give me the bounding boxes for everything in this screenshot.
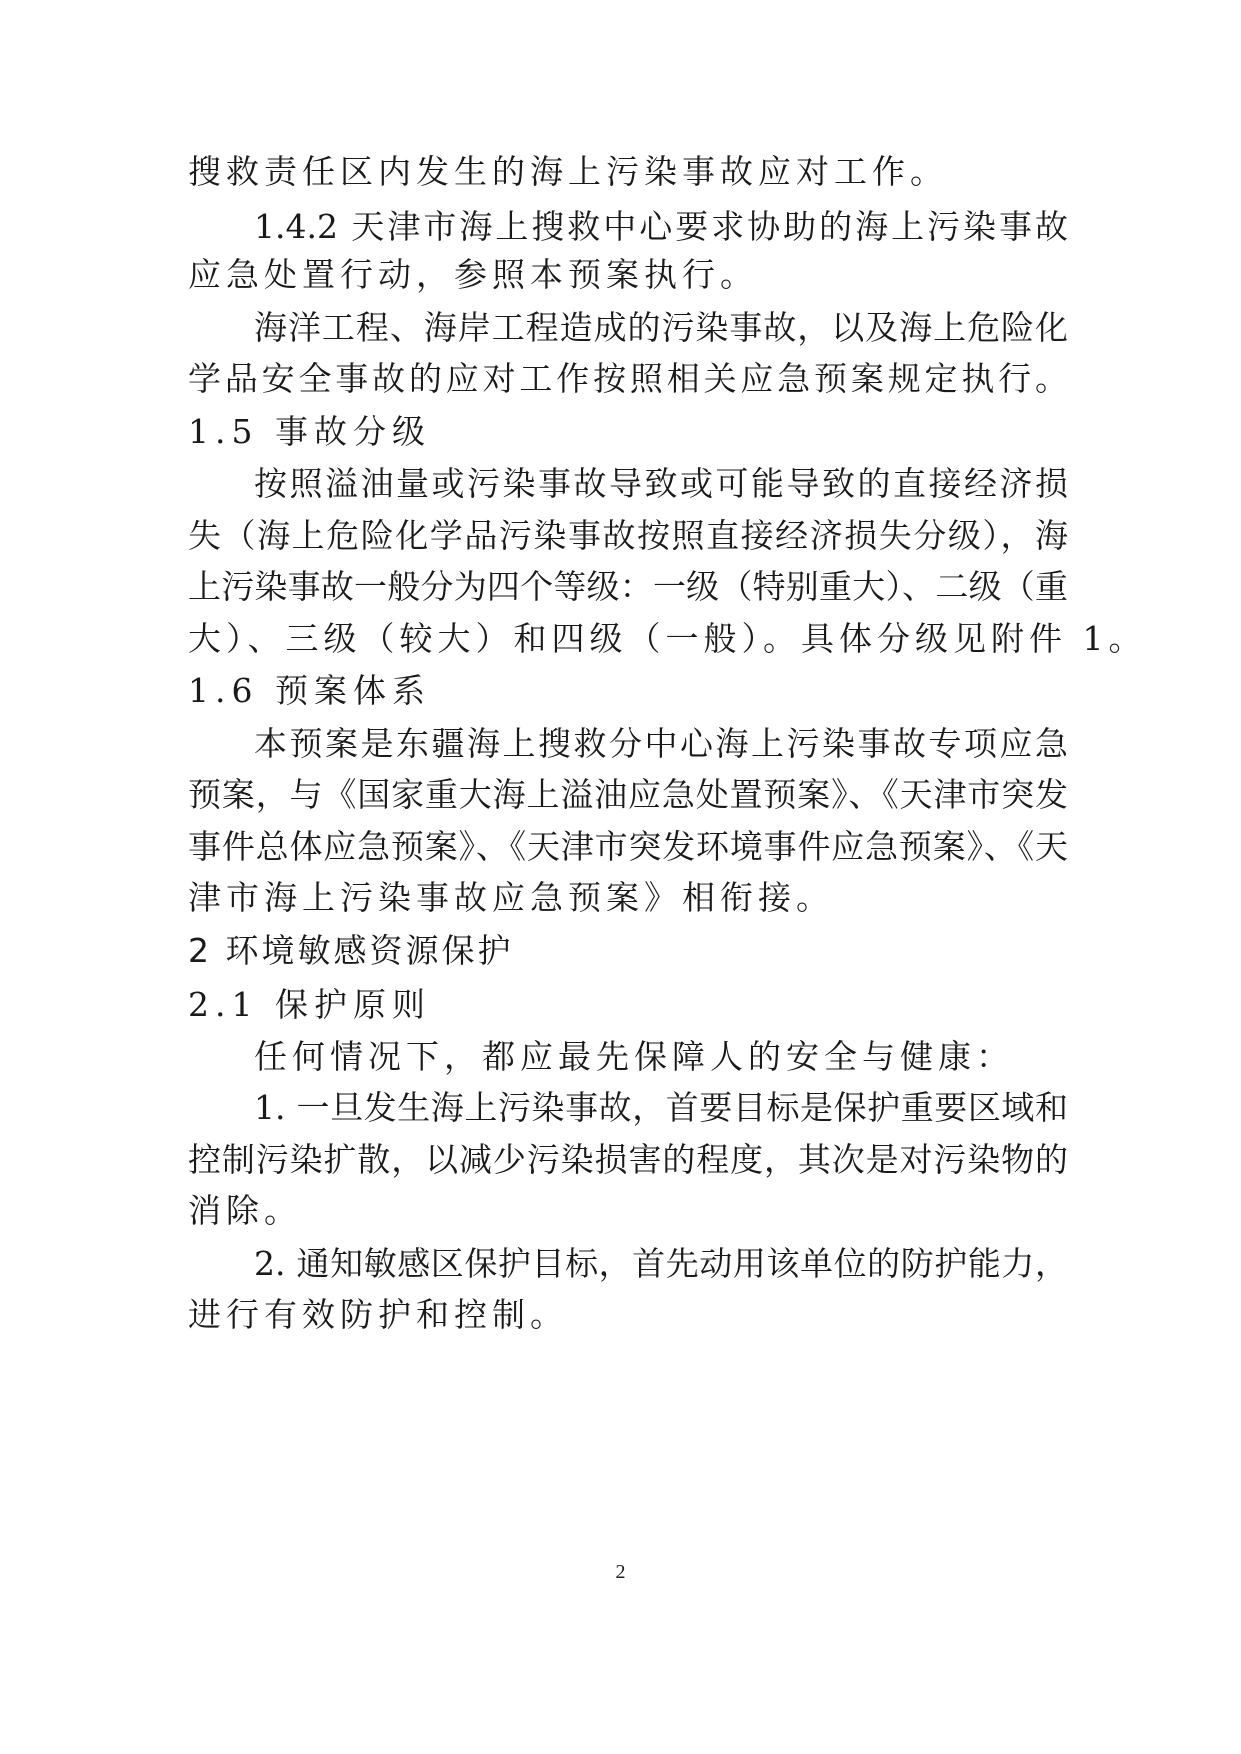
paragraph-line: 事件总体应急预案》、《天津市突发环境事件应急预案》、《天 bbox=[188, 827, 1068, 866]
paragraph-line: 预案，与《国家重大海上溢油应急处置预案》、《天津市突发 bbox=[188, 775, 1068, 814]
paragraph-line: 搜救责任区内发生的海上污染事故应对工作。 bbox=[188, 152, 948, 191]
paragraph-line: 应急处置行动，参照本预案执行。 bbox=[188, 255, 758, 294]
paragraph-line: 消除。 bbox=[188, 1191, 302, 1230]
paragraph-line: 学品安全事故的应对工作按照相关应急预案规定执行。 bbox=[188, 359, 1068, 398]
paragraph-line: 本预案是东疆海上搜救分中心海上污染事故专项应急 bbox=[254, 724, 1068, 763]
paragraph-line: 失（海上危险化学品污染事故按照直接经济损失分级），海 bbox=[188, 516, 1068, 555]
paragraph-line: 进行有效防护和控制。 bbox=[188, 1295, 568, 1334]
chapter-heading-2: 2 环境敏感资源保护 bbox=[188, 931, 514, 970]
section-heading-2-1: 2.1 保护原则 bbox=[188, 985, 431, 1024]
list-item-1-line: 1. 一旦发生海上污染事故，首要目标是保护重要区域和 bbox=[254, 1088, 1068, 1127]
clause-1-4-2-line: 1.4.2 天津市海上搜救中心要求协助的海上污染事故 bbox=[254, 207, 1068, 246]
paragraph-line: 津市海上污染事故应急预案》相衔接。 bbox=[188, 878, 834, 917]
paragraph-line: 按照溢油量或污染事故导致或可能导致的直接经济损 bbox=[254, 464, 1068, 503]
paragraph-line: 上污染事故一般分为四个等级：一级（特别重大）、二级（重 bbox=[188, 567, 1068, 606]
paragraph-line: 控制污染扩散，以减少污染损害的程度，其次是对污染物的 bbox=[188, 1140, 1068, 1179]
page-number: 2 bbox=[615, 1561, 626, 1583]
paragraph-line: 海洋工程、海岸工程造成的污染事故，以及海上危险化 bbox=[254, 308, 1068, 347]
section-heading-1-5: 1.5 事故分级 bbox=[188, 412, 431, 451]
paragraph-line: 大）、三级（较大）和四级（一般）。具体分级见附件 1。 bbox=[188, 619, 1147, 658]
section-heading-1-6: 1.6 预案体系 bbox=[188, 671, 431, 710]
list-item-2-line: 2. 通知敏感区保护目标，首先动用该单位的防护能力， bbox=[254, 1244, 1068, 1283]
paragraph-line: 任何情况下，都应最先保障人的安全与健康： bbox=[254, 1037, 1014, 1076]
